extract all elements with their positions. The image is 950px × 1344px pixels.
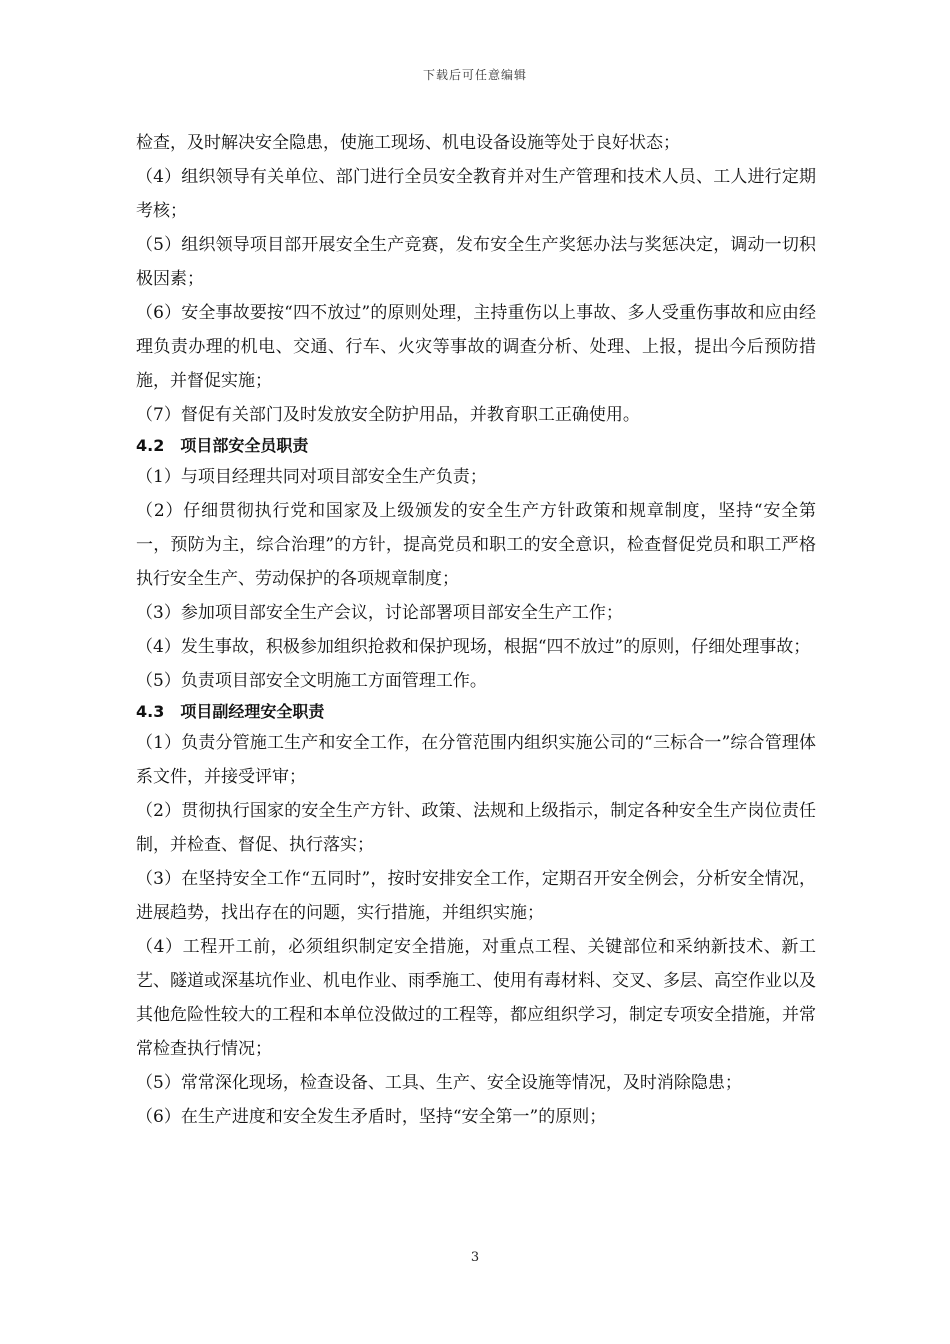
- paragraph: （5）组织领导项目部开展安全生产竞赛，发布安全生产奖惩办法与奖惩决定，调动一切积极因素；: [136, 235, 816, 289]
- section-heading: 4.2 项目部安全员职责: [136, 436, 309, 455]
- page-number: 3: [470, 1250, 480, 1265]
- paragraph: （1）与项目经理共同对项目部安全生产负责；: [136, 467, 487, 487]
- paragraph: （6）安全事故要按“四不放过”的原则处理，主持重伤以上事故、多人受重伤事故和应由经理负责办理的机电、交通、行车、火灾等事故的调查分析、处理、上报，提出今后预防措施，并督促实施；: [136, 303, 816, 391]
- paragraph: （3）参加项目部安全生产会议，讨论部署项目部安全生产工作；: [136, 603, 623, 623]
- paragraph: （5）负责项目部安全文明施工方面管理工作。: [136, 671, 487, 691]
- paragraph: （2）贯彻执行国家的安全生产方针、政策、法规和上级指示，制定各种安全生产岗位责任制，并检查、督促、执行落实；: [136, 801, 816, 855]
- paragraph: （4）发生事故，积极参加组织抢救和保护现场，根据“四不放过”的原则，仔细处理事故；: [136, 637, 811, 657]
- paragraph: （3）在坚持安全工作“五同时”，按时安排安全工作，定期召开安全例会，分析安全情况，进展趋势，找出存在的问题，实行措施，并组织实施；: [136, 869, 816, 923]
- paragraph: （5）常常深化现场，检查设备、工具、生产、安全设施等情况，及时消除隐患；: [136, 1073, 742, 1093]
- section-heading: 4.3 项目副经理安全职责: [136, 702, 325, 721]
- paragraph: （2）仔细贯彻执行党和国家及上级颁发的安全生产方针政策和规章制度，坚持“安全第一，预防为主，综合治理”的方针，提高党员和职工的安全意识，检查督促党员和职工严格执行安全生产、劳动保护的各项规章制度；: [136, 501, 816, 589]
- paragraph: （4）组织领导有关单位、部门进行全员安全教育并对生产管理和技术人员、工人进行定期考核；: [136, 167, 816, 221]
- paragraph: （7）督促有关部门及时发放安全防护用品，并教育职工正确使用。: [136, 405, 640, 425]
- paragraph: （6）在生产进度和安全发生矛盾时，坚持“安全第一”的原则；: [136, 1107, 607, 1127]
- header-note: 下载后可任意编辑: [422, 68, 527, 82]
- paragraph: 检查，及时解决安全隐患，使施工现场、机电设备设施等处于良好状态；: [136, 133, 680, 153]
- paragraph: （1）负责分管施工生产和安全工作，在分管范围内组织实施公司的“三标合一”综合管理体系文件，并接受评审；: [136, 733, 816, 787]
- document-body: [136, 126, 816, 1134]
- paragraph: （4）工程开工前，必须组织制定安全措施，对重点工程、关键部位和采纳新技术、新工艺、隧道或深基坑作业、机电作业、雨季施工、使用有毒材料、交叉、多层、高空作业以及其他危险性较大的工程和本单位没做过的工程等，都应组织学习，制定专项安全措施，并常常检查执行情况；: [136, 937, 816, 1059]
